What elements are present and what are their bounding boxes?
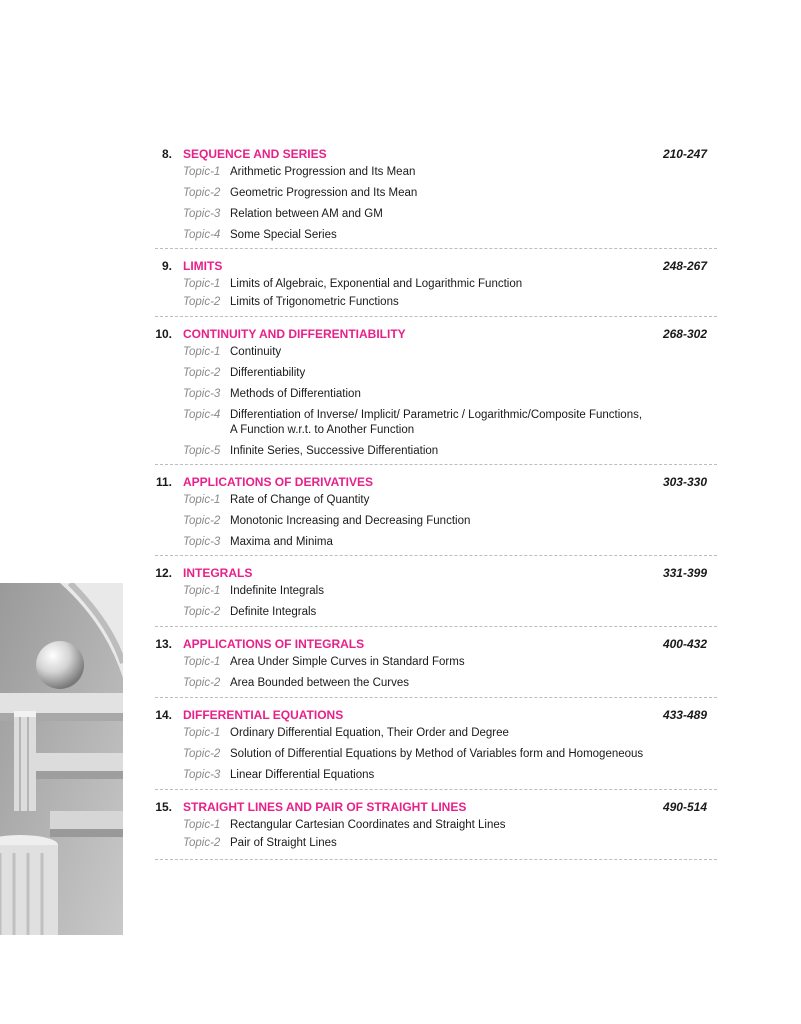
topic-label: Topic-2 xyxy=(183,677,221,689)
topic-text[interactable]: Area Under Simple Curves in Standard Forms xyxy=(230,656,465,668)
topic-label: Topic-1 xyxy=(183,585,221,597)
chapter-pages: 248-267 xyxy=(662,259,707,273)
topic-item xyxy=(155,836,717,851)
chapter-number: 13. xyxy=(155,637,172,651)
table-of-contents xyxy=(155,140,717,860)
chapter-15 xyxy=(155,790,717,860)
topic-label: Topic-1 xyxy=(183,656,221,668)
chapter-number: 10. xyxy=(155,327,172,341)
topic-label: Topic-3 xyxy=(183,536,221,548)
topic-text[interactable]: Rectangular Cartesian Coordinates and Straight Lines xyxy=(230,819,506,831)
topic-label: Topic-3 xyxy=(183,208,221,220)
chapter-number: 8. xyxy=(161,147,172,161)
topic-text[interactable]: Differentiation of Inverse/ Implicit/ Parametric / Logarithmic/Composite Functions, xyxy=(230,409,643,421)
topic-item xyxy=(155,366,717,381)
topic-label: Topic-1 xyxy=(183,166,221,178)
topic-label: Topic-1 xyxy=(183,727,221,739)
chapter-pages: 210-247 xyxy=(662,147,707,161)
topic-item xyxy=(155,535,717,550)
topic-item xyxy=(155,408,717,438)
chapter-heading xyxy=(155,563,717,584)
chapter-12 xyxy=(155,556,717,627)
topic-text[interactable]: Relation between AM and GM xyxy=(230,208,383,220)
topic-item xyxy=(155,676,717,691)
topic-label: Topic-1 xyxy=(183,346,221,358)
topic-text[interactable]: Limits of Algebraic, Exponential and Logarithmic Function xyxy=(230,278,523,290)
topic-text[interactable]: Area Bounded between the Curves xyxy=(230,677,410,689)
topic-item xyxy=(155,165,717,180)
chapter-title[interactable]: CONTINUITY AND DIFFERENTIABILITY xyxy=(183,327,406,341)
topic-item xyxy=(155,345,717,360)
chapter-heading xyxy=(155,256,717,277)
topic-item xyxy=(155,228,717,243)
topic-item xyxy=(155,493,717,508)
topic-text[interactable]: Methods of Differentiation xyxy=(230,388,361,400)
topic-item xyxy=(155,768,717,783)
topic-label: Topic-2 xyxy=(183,606,221,618)
chapter-14 xyxy=(155,698,717,790)
chapter-title[interactable]: APPLICATIONS OF DERIVATIVES xyxy=(183,475,374,489)
chapter-pages: 303-330 xyxy=(662,475,707,489)
chapter-title[interactable]: SEQUENCE AND SERIES xyxy=(183,147,327,161)
topic-label: Topic-3 xyxy=(183,769,221,781)
chapter-title[interactable]: LIMITS xyxy=(183,259,223,273)
decorative-geometric-image xyxy=(0,583,123,935)
topic-text[interactable]: Rate of Change of Quantity xyxy=(230,494,370,506)
chapter-number: 14. xyxy=(155,708,172,722)
topic-label: Topic-2 xyxy=(183,296,221,308)
topic-label: Topic-4 xyxy=(183,409,221,421)
topic-item xyxy=(155,747,717,762)
chapter-13 xyxy=(155,627,717,698)
chapter-heading xyxy=(155,705,717,726)
chapter-title[interactable]: INTEGRALS xyxy=(183,566,253,580)
chapter-pages: 400-432 xyxy=(662,637,707,651)
topic-text[interactable]: Arithmetic Progression and Its Mean xyxy=(230,166,416,178)
chapter-11 xyxy=(155,465,717,556)
topic-label: Topic-1 xyxy=(183,819,221,831)
topic-label: Topic-2 xyxy=(183,748,221,760)
chapter-title[interactable]: DIFFERENTIAL EQUATIONS xyxy=(183,708,344,722)
chapter-8 xyxy=(155,140,717,249)
topic-text-continuation[interactable]: A Function w.r.t. to Another Function xyxy=(230,424,415,436)
topic-label: Topic-2 xyxy=(183,515,221,527)
topic-label: Topic-3 xyxy=(183,388,221,400)
topic-item xyxy=(155,444,717,459)
topic-item xyxy=(155,207,717,222)
topic-item xyxy=(155,186,717,201)
topic-text[interactable]: Differentiability xyxy=(230,367,306,379)
chapter-heading xyxy=(155,634,717,655)
topic-item xyxy=(155,605,717,620)
topic-item xyxy=(155,726,717,741)
topic-item xyxy=(155,584,717,599)
topic-label: Topic-2 xyxy=(183,187,221,199)
topic-text[interactable]: Linear Differential Equations xyxy=(230,769,375,781)
topic-text[interactable]: Geometric Progression and Its Mean xyxy=(230,187,418,199)
topic-text[interactable]: Indefinite Integrals xyxy=(230,585,324,597)
topic-item xyxy=(155,277,717,292)
topic-label: Topic-2 xyxy=(183,837,221,849)
topic-label: Topic-5 xyxy=(183,445,221,457)
chapter-number: 11. xyxy=(155,475,172,489)
geometric-scene-graphic xyxy=(0,583,123,935)
topic-item xyxy=(155,818,717,833)
topic-label: Topic-4 xyxy=(183,229,221,241)
chapter-pages: 331-399 xyxy=(662,566,707,580)
topic-text[interactable]: Pair of Straight Lines xyxy=(230,837,337,849)
chapter-pages: 490-514 xyxy=(662,800,707,814)
chapter-number: 9. xyxy=(161,259,172,273)
topic-text[interactable]: Continuity xyxy=(230,346,282,358)
chapter-number: 15. xyxy=(155,800,172,814)
topic-item xyxy=(155,387,717,402)
chapter-heading xyxy=(155,144,717,165)
chapter-title[interactable]: APPLICATIONS OF INTEGRALS xyxy=(183,637,365,651)
topic-text[interactable]: Maxima and Minima xyxy=(230,536,333,548)
topic-label: Topic-2 xyxy=(183,367,221,379)
topic-text[interactable]: Infinite Series, Successive Differentiation xyxy=(230,445,439,457)
topic-text[interactable]: Monotonic Increasing and Decreasing Function xyxy=(230,515,471,527)
chapter-heading xyxy=(155,324,717,345)
topic-label: Topic-1 xyxy=(183,494,221,506)
chapter-number: 12. xyxy=(155,566,172,580)
topic-text[interactable]: Limits of Trigonometric Functions xyxy=(230,296,399,308)
chapter-10 xyxy=(155,317,717,465)
topic-text[interactable]: Definite Integrals xyxy=(230,606,317,618)
chapter-title[interactable]: STRAIGHT LINES AND PAIR OF STRAIGHT LINES xyxy=(183,800,467,814)
topic-item xyxy=(155,655,717,670)
chapter-heading xyxy=(155,472,717,493)
topic-text[interactable]: Some Special Series xyxy=(230,229,337,241)
topic-item xyxy=(155,514,717,529)
chapter-heading xyxy=(155,797,717,818)
topic-item xyxy=(155,295,717,310)
chapter-9 xyxy=(155,249,717,317)
chapter-pages: 433-489 xyxy=(662,708,707,722)
topic-text[interactable]: Solution of Differential Equations by Method of Variables form and Homogeneous xyxy=(230,748,644,760)
topic-label: Topic-1 xyxy=(183,278,221,290)
topic-text[interactable]: Ordinary Differential Equation, Their Order and Degree xyxy=(230,727,509,739)
chapter-pages: 268-302 xyxy=(662,327,707,341)
